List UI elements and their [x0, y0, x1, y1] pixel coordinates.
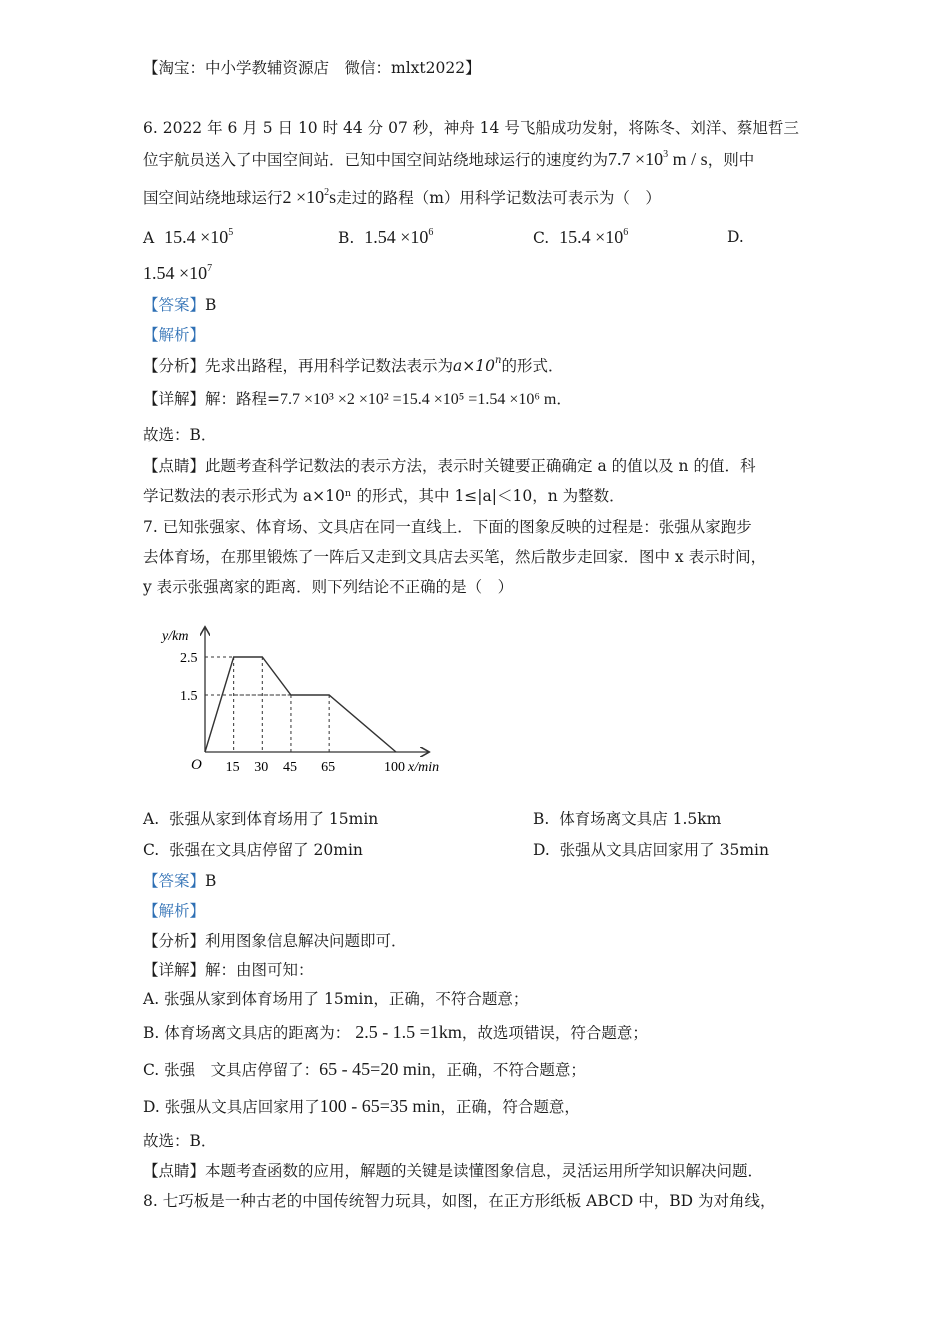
q7-choose: 故选：B． — [143, 1132, 217, 1150]
q6-option-a-exp: 5 — [228, 227, 234, 238]
q6-time-exp: 2 — [324, 187, 330, 198]
q6-speed-base: 7.7 ×10 — [608, 149, 664, 169]
q6-dianjing-line2: 学记数法的表示形式为 a×10ⁿ 的形式，其中 1≤|a|＜10，n 为整数． — [143, 487, 625, 505]
q6-option-c-label: C. — [533, 229, 550, 247]
q7-fenxi-text: 利用图象信息解决问题即可． — [205, 932, 407, 950]
q7-item-d-text-b: ，正确，符合题意， — [440, 1098, 580, 1116]
q6-speed-exp: 3 — [663, 149, 669, 160]
q7-dianjing-tag: 【点睛】 — [143, 1162, 206, 1180]
q7-item-d-text-a: D. 张强从文具店回家用了 — [143, 1098, 320, 1116]
q6-time-unit: s — [329, 187, 337, 207]
q7-item-c-math: 65 - 45=20 min — [319, 1059, 431, 1079]
y-axis-label: y/km — [162, 629, 189, 644]
q7-option-a-label: A. — [143, 810, 160, 828]
x-tick-100: 100 — [384, 760, 405, 775]
q6-stem-line2 — [143, 148, 754, 171]
q7-option-c[interactable] — [143, 839, 363, 861]
q6-dianjing-text-1: 此题考查科学记数法的表示方法，表示时关键要正确确定 a 的值以及 n 的值．科 — [205, 457, 756, 475]
y-tick-labels — [180, 651, 198, 704]
q6-line2-text-a: 位宇航员送入了中国空间站．已知中国空间站绕地球运行的速度约为 — [143, 151, 609, 169]
q7-answer-line — [143, 870, 216, 892]
q8-stem-line1: 8. 七巧板是一种古老的中国传统智力玩具，如图，在正方形纸板 ABCD 中，BD 为对角线， — [143, 1192, 776, 1210]
q7-dianjing-line — [143, 1160, 763, 1182]
q7-detail-tag: 【详解】 — [143, 961, 206, 979]
q6-option-b-label: B. — [338, 229, 355, 247]
q6-option-a-label: A — [143, 229, 155, 247]
q7-option-c-text: 张强在文具店停留了 20min — [169, 841, 363, 859]
q7-analysis-tag: 【解析】 — [143, 902, 206, 920]
q6-answer-value: B — [205, 296, 217, 314]
q6-option-b[interactable] — [338, 226, 433, 249]
q6-fenxi-text-b: 的形式． — [501, 357, 564, 375]
q6-option-c-exp: 6 — [623, 227, 629, 238]
q6-answer-tag: 【答案】 — [143, 296, 206, 314]
q7-fenxi-tag: 【分析】 — [143, 932, 206, 950]
q7-option-d[interactable] — [533, 839, 769, 861]
q6-option-b-exp: 6 — [428, 227, 434, 238]
q6-stem-line3 — [143, 186, 661, 209]
q6-dianjing-line1 — [143, 455, 755, 477]
x-axis-label: x/min — [408, 760, 440, 775]
q7-item-b — [143, 1021, 648, 1044]
q7-option-d-label: D. — [533, 841, 550, 859]
q6-option-d[interactable] — [143, 262, 212, 285]
x-tick-labels — [226, 760, 439, 775]
q7-item-d-math: 100 - 65=35 min — [319, 1096, 441, 1116]
q7-detail-line — [143, 959, 314, 981]
q6-time-base: 2 ×10 — [282, 187, 325, 207]
q6-line3-text-b: 走过的路程（m）用科学记数法可表示为（ ） — [336, 189, 661, 207]
q6-option-d-base: 1.54 ×10 — [143, 263, 208, 283]
q7-option-a-text: 张强从家到体育场用了 15min — [168, 810, 379, 828]
q7-item-c-text-a: C. 张强 文具店停留了： — [143, 1061, 320, 1079]
q7-option-b-text: 体育场离文具店 1.5km — [559, 810, 722, 828]
q6-option-d-label[interactable]: D. — [727, 228, 744, 246]
q7-fenxi-line — [143, 930, 407, 952]
q7-option-b[interactable] — [533, 808, 721, 830]
q7-stem-line3: y 表示张强离家的距离．则下列结论不正确的是（ ） — [143, 578, 514, 596]
q6-stem-line1: 6. 2022 年 6 月 5 日 10 时 44 分 07 秒，神舟 14 号飞船成功发射，将陈冬、刘洋、蔡旭哲三 — [143, 119, 799, 137]
q6-time-math — [283, 187, 337, 207]
q6-choose: 故选：B． — [143, 426, 217, 444]
q6-detail-tag: 【详解】 — [143, 390, 206, 408]
q6-option-c-math — [559, 227, 628, 247]
q7-stem-line1: 7. 已知张强家、体育场、文具店在同一直线上．下面的图象反映的过程是：张强从家跑步 — [143, 518, 752, 536]
q7-option-d-text: 张强从文具店回家用了 35min — [559, 841, 769, 859]
q7-item-b-text-b: ，故选项错误，符合题意； — [461, 1024, 648, 1042]
q7-answer-tag: 【答案】 — [143, 872, 206, 890]
q6-option-a[interactable] — [143, 226, 233, 249]
origin-label: O — [191, 757, 202, 773]
q6-option-b-base: 1.54 ×10 — [364, 227, 429, 247]
q6-option-c[interactable] — [533, 226, 628, 249]
x-tick-30: 30 — [254, 760, 269, 775]
q7-detail-text: 解：由图可知： — [205, 961, 314, 979]
q6-option-b-math — [364, 227, 433, 247]
q7-option-a[interactable] — [143, 808, 378, 830]
header-line: 【淘宝：中小学教辅资源店 微信：mlxt2022】 — [143, 59, 481, 77]
q6-line3-text-a: 国空间站绕地球运行 — [143, 189, 283, 207]
q6-dianjing-tag: 【点睛】 — [143, 457, 206, 475]
x-tick-65: 65 — [321, 760, 336, 775]
q6-option-d-math — [143, 263, 212, 283]
q7-stem-line2: 去体育场，在那里锻炼了一阵后又走到文具店去买笔，然后散步走回家．图中 x 表示时间， — [143, 548, 767, 566]
q6-line2-text-b: ，则中 — [707, 151, 755, 169]
q6-option-c-base: 15.4 ×10 — [559, 227, 624, 247]
q6-option-a-math — [164, 227, 233, 247]
q7-item-a: A. 张强从家到体育场用了 15min，正确，不符合题意； — [143, 990, 529, 1008]
q6-fenxi-exp: n — [494, 355, 502, 366]
x-tick-15: 15 — [225, 760, 240, 775]
x-tick-45: 45 — [282, 760, 297, 775]
q6-analysis-tag: 【解析】 — [143, 326, 206, 344]
q7-item-c — [143, 1058, 586, 1081]
distance-time-graph — [160, 620, 460, 780]
q7-item-c-text-b: ，正确，不符合题意； — [430, 1061, 586, 1079]
q6-fenxi-text-a: 先求出路程，再用科学记数法表示为 — [205, 357, 454, 375]
dashed-guides — [205, 657, 329, 752]
y-tick-1.5: 1.5 — [180, 689, 198, 704]
q6-fenxi-tag: 【分析】 — [143, 357, 206, 375]
q6-option-d-exp: 7 — [207, 263, 213, 274]
q6-detail-math: 7.7 ×10³ ×2 ×10² =15.4 ×10⁵ =1.54 ×10⁶ m — [280, 391, 557, 408]
q7-option-b-label: B. — [533, 810, 550, 828]
q6-detail-line — [143, 388, 572, 411]
q6-speed-math — [608, 149, 708, 169]
q6-detail-text-a: 解：路程= — [205, 390, 281, 408]
q6-answer-line — [143, 294, 216, 316]
q7-item-b-math: 2.5 - 1.5 =1km — [355, 1022, 462, 1042]
q6-option-a-base: 15.4 ×10 — [164, 227, 229, 247]
q7-item-d — [143, 1095, 580, 1118]
q7-option-c-label: C. — [143, 841, 160, 859]
q6-fenxi-math: a×10 — [453, 357, 495, 375]
q6-detail-text-b: ． — [556, 390, 572, 408]
y-tick-2.5: 2.5 — [180, 651, 198, 666]
q7-item-b-text-a: B. 体育场离文具店的距离为： — [143, 1024, 351, 1042]
q6-speed-unit: m / s — [668, 149, 708, 169]
q6-fenxi-line — [143, 355, 563, 377]
q7-answer-value: B — [205, 872, 217, 890]
q7-dianjing-text: 本题考查函数的应用，解题的关键是读懂图象信息，灵活运用所学知识解决问题． — [205, 1162, 764, 1180]
